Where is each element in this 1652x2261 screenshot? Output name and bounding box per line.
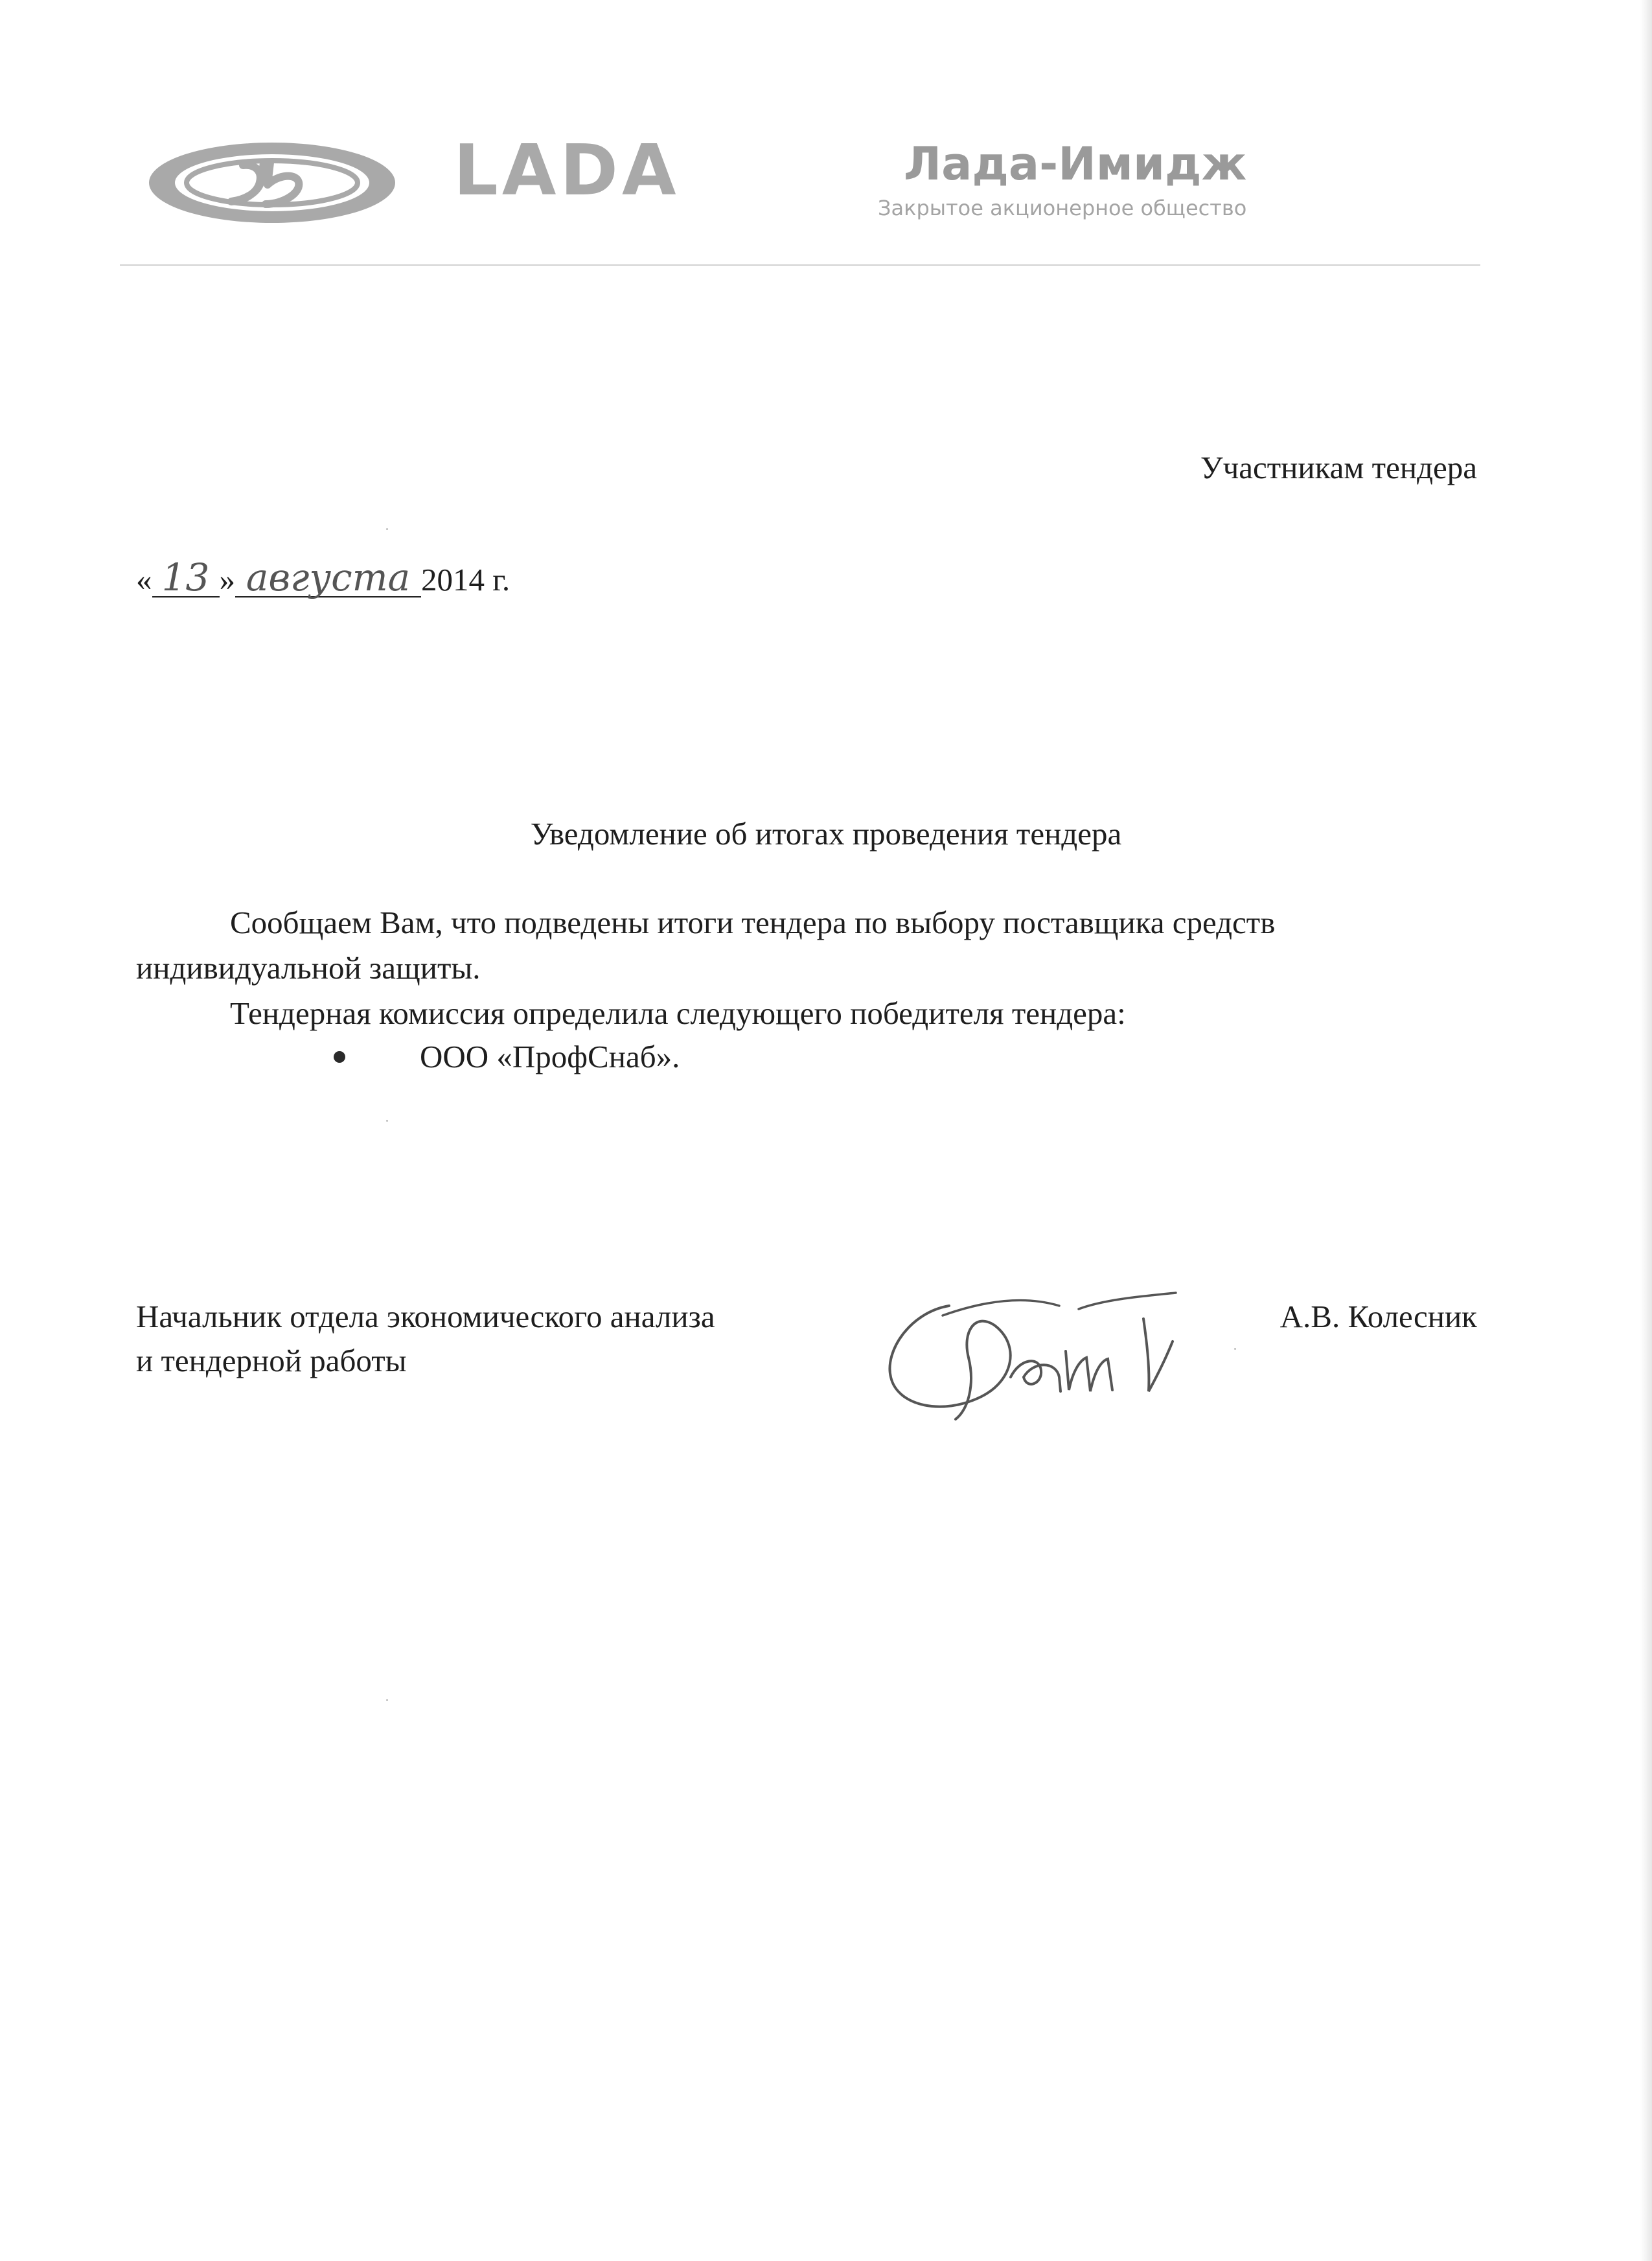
scan-speck (1234, 1348, 1236, 1350)
scan-edge-shadow (1640, 0, 1652, 2261)
notice-paragraph-2: Тендерная комиссия определила следующего победителя тендера: (230, 995, 1126, 1031)
signer-position-line-1: Начальник отдела экономического анализа (136, 1299, 715, 1334)
notice-paragraph-1-line-1: Сообщаем Вам, что подведены итоги тендера по выбору поставщика средств (230, 905, 1276, 940)
addressee: Участникам тендера (1200, 450, 1477, 485)
brand-wordmark: LADA (453, 130, 680, 211)
company-type: Закрытое акционерное общество (878, 196, 1247, 220)
signer-position-line-2: и тендерной работы (136, 1343, 407, 1378)
company-name: Лада-Имидж (904, 137, 1247, 191)
scan-speck (386, 528, 388, 530)
date-day-handwritten: 13 (152, 559, 220, 597)
signer-name: А.В. Колесник (1279, 1299, 1477, 1334)
lada-boat-logo-icon (146, 139, 398, 227)
scan-speck (386, 1120, 388, 1122)
date-close-quote: » (219, 562, 235, 597)
date-open-quote: « (136, 562, 152, 597)
winner-list-item: ООО «ПрофСнаб». (420, 1039, 680, 1074)
notice-paragraph-1-line-2: индивидуальной защиты. (136, 950, 481, 986)
bullet-icon (334, 1051, 345, 1063)
date-month-handwritten: августа (235, 559, 421, 597)
letter-date (136, 555, 511, 599)
handwritten-signature (871, 1280, 1208, 1435)
scan-speck (386, 1699, 388, 1701)
letterhead (0, 0, 1652, 272)
header-divider (120, 264, 1480, 266)
notice-title: Уведомление об итогах проведения тендера (530, 816, 1122, 852)
date-year: 2014 г. (421, 562, 511, 597)
